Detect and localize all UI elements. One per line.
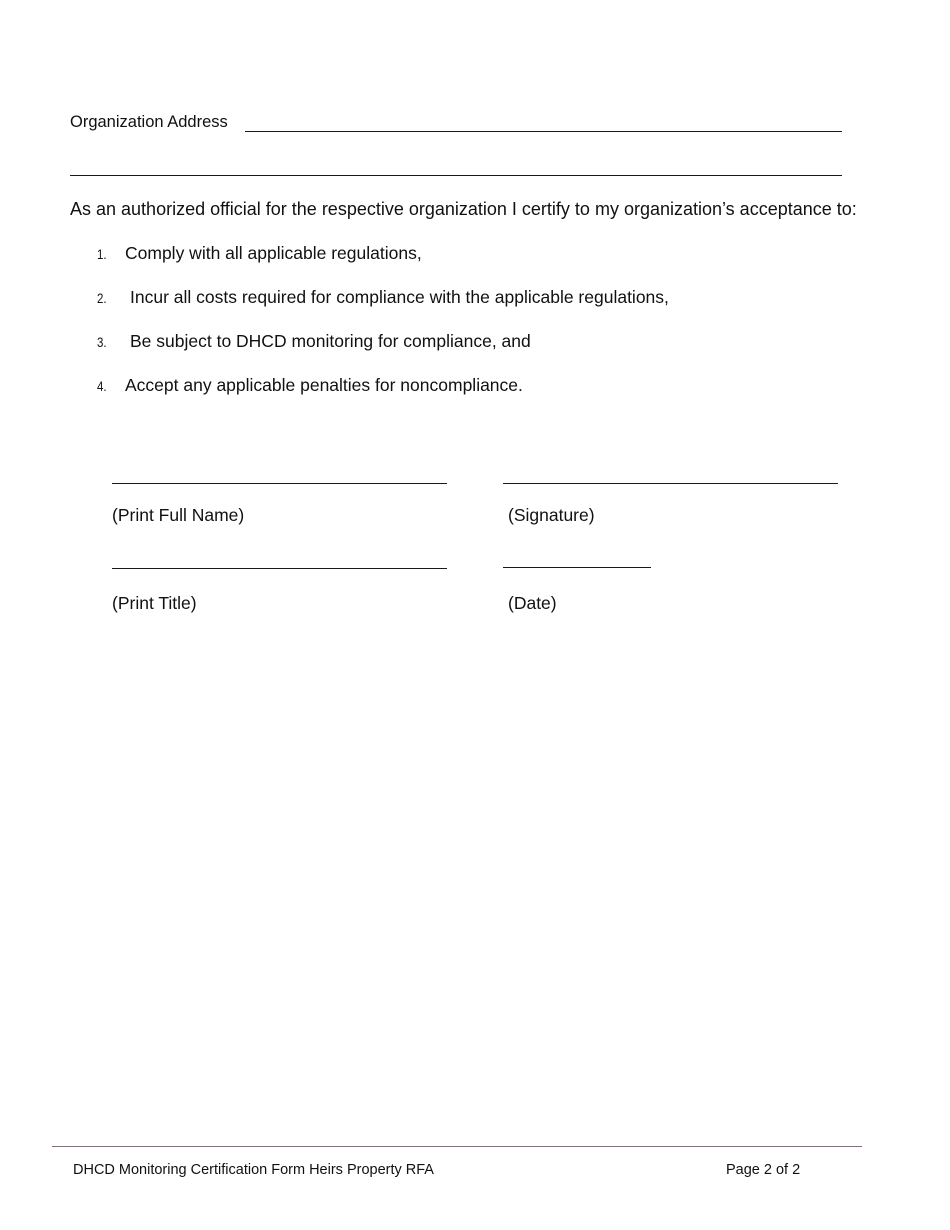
footer-page-number: Page 2 of 2 [726,1162,801,1178]
footer-form-title: DHCD Monitoring Certification Form Heirs Property RFA [73,1162,434,1178]
organization-address-label: Organization Address [70,113,228,131]
list-item-text: Incur all costs required for compliance with the applicable regulations, [130,287,669,307]
signature-label: (Signature) [508,505,595,525]
organization-address-line-2[interactable] [70,175,842,176]
list-item-number: 2. [97,290,107,306]
certification-intro: As an authorized official for the respective organization I certify to my organization’s acceptance to: [70,199,857,219]
list-item-number: 1. [97,246,107,262]
organization-address-line-1[interactable] [245,131,842,132]
print-title-label: (Print Title) [112,593,197,613]
footer-divider [52,1146,862,1147]
print-name-line[interactable] [112,483,447,484]
print-name-label: (Print Full Name) [112,505,245,525]
list-item-text: Accept any applicable penalties for noncompliance. [125,375,523,395]
date-line[interactable] [503,567,651,568]
list-item-text: Comply with all applicable regulations, [125,243,422,263]
signature-line[interactable] [503,483,838,484]
print-title-line[interactable] [112,568,447,569]
date-label: (Date) [508,593,557,613]
list-item-text: Be subject to DHCD monitoring for compliance, and [130,331,531,351]
list-item-number: 4. [97,378,107,394]
list-item-number: 3. [97,334,107,350]
